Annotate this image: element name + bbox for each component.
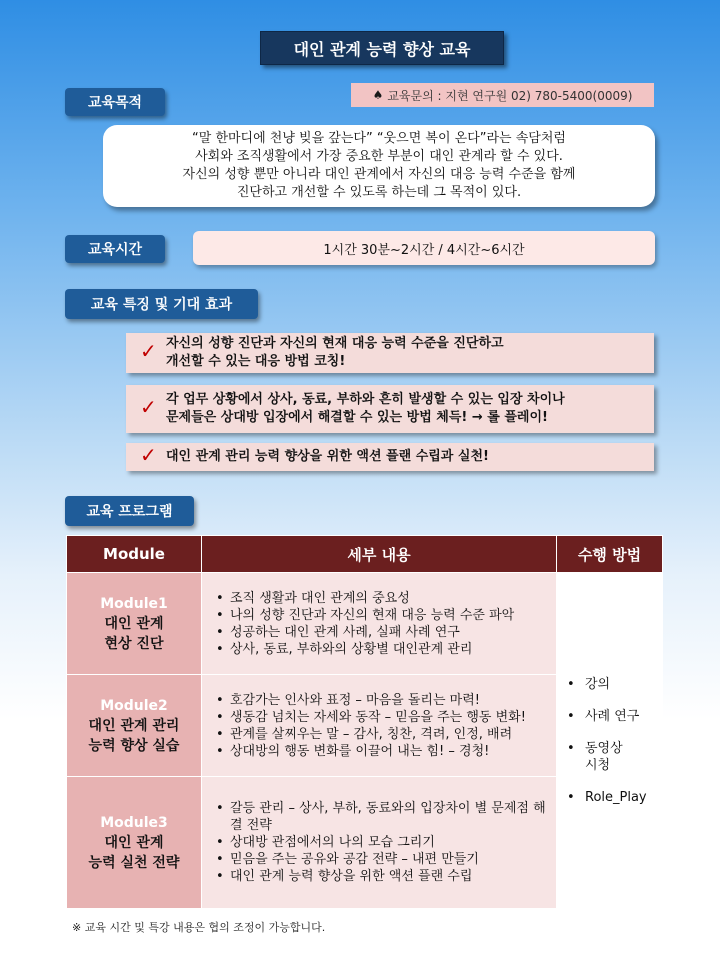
section-features-tag: 교육 특징 및 기대 효과	[65, 289, 258, 319]
feature-text: 개선할 수 있는 대응 방법 코칭!	[166, 354, 346, 369]
detail-cell	[202, 573, 557, 675]
detail-item: • 믿음을 주는 공유와 공감 전략 – 내편 만들기	[216, 851, 548, 868]
module-cell	[67, 777, 202, 909]
section-time-tag: 교육시간	[65, 235, 165, 263]
feature-item	[126, 385, 654, 433]
footnote: ※ 교육 시간 및 특강 내용은 협의 조정이 가능합니다.	[72, 921, 326, 934]
page-title: 대인 관계 능력 향상 교육	[260, 31, 504, 65]
method-cell	[557, 573, 663, 909]
feature-text: 문제들은 상대방 입장에서 해결할 수 있는 방법 체득! → 롤 플레이!	[166, 410, 548, 425]
feature-text: 각 업무 상황에서 상사, 동료, 부하와 흔히 발생할 수 있는 입장 차이나	[166, 392, 565, 407]
feature-text: 자신의 성향 진단과 자신의 현재 대응 능력 수준을 진단하고	[166, 336, 504, 351]
contact-text: 교육문의 : 지현 연구원 02) 780-5400(0009)	[387, 88, 633, 103]
module-cell	[67, 573, 202, 675]
detail-item: • 호감가는 인사와 표정 – 마음을 돌리는 마력!	[216, 692, 548, 709]
module-number: Module2	[100, 697, 168, 714]
module-name: 능력 실천 전략	[88, 854, 180, 871]
spade-icon: ♠	[372, 88, 384, 102]
module-number: Module1	[100, 595, 168, 612]
module-name: 대인 관계	[104, 615, 164, 632]
detail-item: • 상대방 관점에서의 나의 모습 그리기	[216, 834, 548, 851]
feature-text: 대인 관계 관리 능력 향상을 위한 액션 플랜 수립과 실천!	[166, 449, 489, 464]
purpose-line: 자신의 성향 뿐만 아니라 대인 관계에서 자신의 대응 능력 수준을 함께	[182, 167, 576, 182]
detail-item: • 나의 성향 진단과 자신의 현재 대응 능력 수준 파악	[216, 607, 548, 624]
checkmark-icon: ✓	[140, 339, 157, 364]
detail-item: • 상대방의 행동 변화를 이끌어 내는 힘! – 경청!	[216, 743, 548, 760]
method-item: • 강의	[567, 676, 662, 693]
purpose-box	[103, 125, 655, 207]
module-cell	[67, 675, 202, 777]
detail-item: • 대인 관계 능력 향상을 위한 액션 플랜 수립	[216, 868, 548, 885]
section-program-tag: 교육 프로그램	[65, 496, 194, 526]
feature-item	[126, 443, 654, 471]
module-name: 대인 관계 관리	[88, 717, 180, 734]
detail-item: • 조직 생활과 대인 관계의 중요성	[216, 590, 548, 607]
method-item: • Role_Play	[567, 789, 662, 806]
section-purpose-tag: 교육목적	[65, 88, 165, 116]
detail-item: • 관계를 살찌우는 말 – 감사, 칭찬, 격려, 인정, 배려	[216, 726, 548, 743]
detail-cell	[202, 777, 557, 909]
detail-item: • 상사, 동료, 부하와의 상황별 대인관계 관리	[216, 641, 548, 658]
module-name: 대인 관계	[104, 834, 164, 851]
purpose-line: 진단하고 개선할 수 있도록 하는데 그 목적이 있다.	[236, 185, 522, 200]
checkmark-icon: ✓	[140, 443, 157, 468]
method-item: • 사례 연구	[567, 708, 662, 725]
purpose-line: 사회와 조직생활에서 가장 중요한 부분이 대인 관계라 할 수 있다.	[195, 149, 563, 164]
program-table	[66, 535, 663, 909]
module-name: 능력 향상 실습	[88, 737, 180, 754]
detail-item: • 생동감 넘치는 자세와 동작 – 믿음을 주는 행동 변화!	[216, 709, 548, 726]
module-name: 현상 진단	[104, 635, 164, 652]
contact-info	[351, 83, 654, 107]
time-box: 1시간 30분~2시간 / 4시간~6시간	[193, 231, 655, 265]
checkmark-icon: ✓	[140, 395, 157, 420]
purpose-line: “말 한마디에 천냥 빚을 갚는다” “웃으면 복이 온다”라는 속담처럼	[192, 131, 566, 146]
module-number: Module3	[100, 814, 168, 831]
table-header-details: 세부 내용	[202, 536, 557, 573]
method-item: • 동영상 시청	[567, 740, 637, 774]
detail-item: • 성공하는 대인 관계 사례, 실패 사례 연구	[216, 624, 548, 641]
detail-cell	[202, 675, 557, 777]
feature-item	[126, 333, 654, 373]
table-row	[67, 573, 663, 675]
table-header-module: Module	[67, 536, 202, 573]
table-header-method: 수행 방법	[557, 536, 663, 573]
detail-item: • 갈등 관리 – 상사, 부하, 동료와의 입장차이 별 문제점 해결 전략	[216, 800, 548, 834]
